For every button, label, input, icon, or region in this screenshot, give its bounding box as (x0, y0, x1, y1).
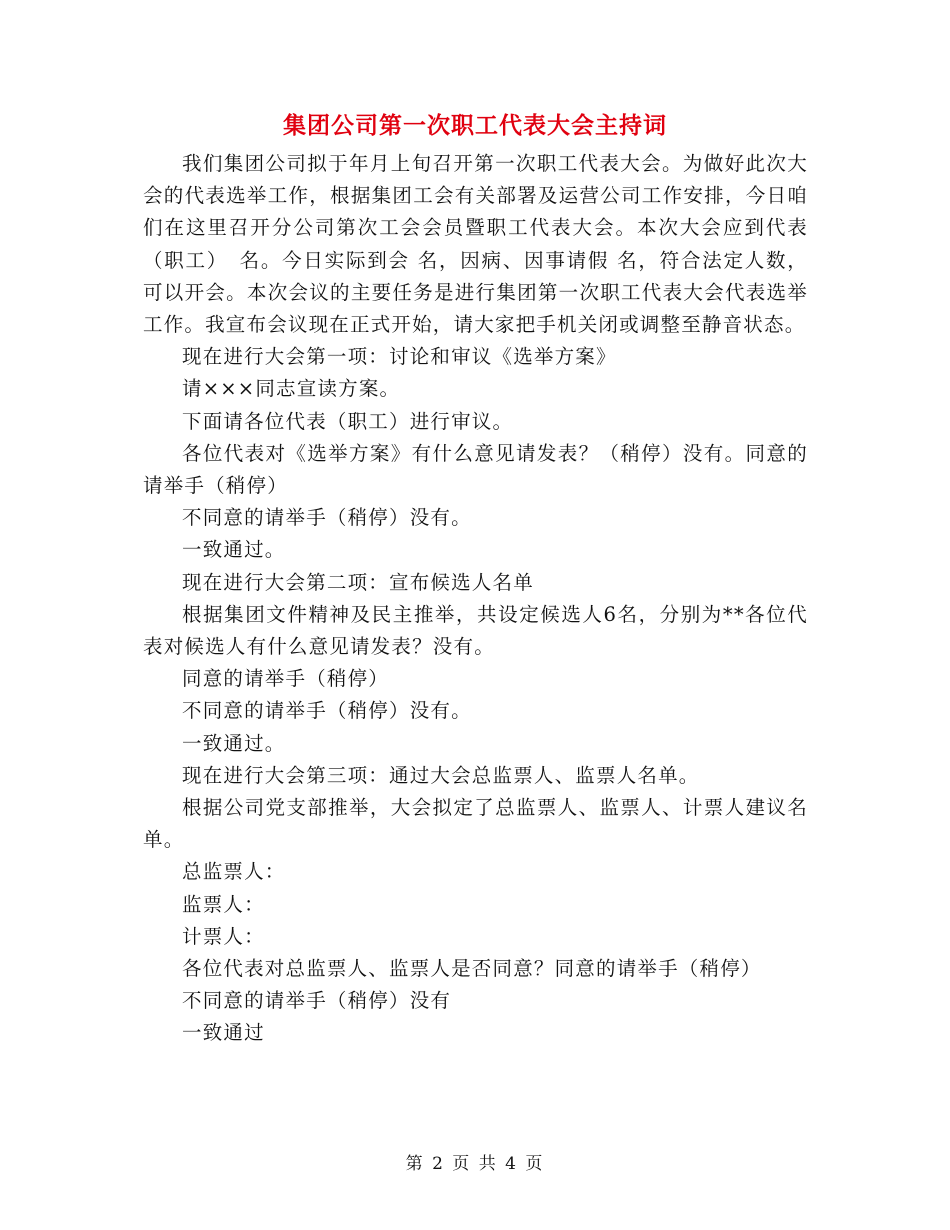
paragraph: 一致通过。 (182, 731, 286, 755)
document-body (143, 148, 808, 1050)
paragraph: 各位代表对《选举方案》有什么意见请发表？（稍停）没有。同意的请举手（稍停） (143, 441, 808, 498)
paragraph: 现在进行大会第三项：通过大会总监票人、监票人名单。 (182, 763, 700, 787)
paragraph: 不同意的请举手（稍停）没有 (182, 989, 452, 1013)
paragraph: 根据集团文件精神及民主推举，共设定候选人6名，分别为**各位代表对候选人有什么意见请发表？没有。 (143, 602, 808, 659)
paragraph: 下面请各位代表（职工）进行审议。 (182, 409, 514, 433)
paragraph: 现在进行大会第一项：讨论和审议《选举方案》 (182, 345, 617, 369)
paragraph: 不同意的请举手（稍停）没有。 (182, 699, 472, 723)
paragraph: 一致通过。 (182, 538, 286, 562)
paragraph: 各位代表对总监票人、监票人是否同意？同意的请举手（稍停） (182, 957, 762, 981)
paragraph: 一致通过 (182, 1021, 265, 1045)
document-title: 集团公司第一次职工代表大会主持词 (283, 112, 667, 139)
paragraph: 根据公司党支部推举，大会拟定了总监票人、监票人、计票人建议名单。 (143, 796, 808, 852)
paragraph: 监票人： (182, 892, 265, 916)
page-footer (0, 1152, 950, 1176)
paragraph: 我们集团公司拟于年月上旬召开第一次职工代表大会。为做好此次大会的代表选举工作，根据集团工会有关部署及运营公司工作安排，今日咱们在这里召开分公司第次工会会员暨职工代表大会。本次大会应到代表（职工） 名。今日实际到会 名，因病、因事请假 名，符合法定人数，可以开会。本次会议的主要任务是进行集团第一次职工代表大会代表选举工作。我宣布会议现在正式开始，请大家把手机关闭或调整至静音状态。 (143, 152, 808, 337)
paragraph: 总监票人： (182, 860, 286, 884)
paragraph: 不同意的请举手（稍停）没有。 (182, 506, 472, 530)
page-number: 第 2 页 共 4 页 (405, 1154, 545, 1174)
paragraph: 现在进行大会第二项：宣布候选人名单 (182, 570, 534, 594)
paragraph: 请×××同志宣读方案。 (182, 377, 401, 401)
paragraph: 同意的请举手（稍停） (182, 667, 390, 691)
paragraph: 计票人： (182, 924, 265, 948)
